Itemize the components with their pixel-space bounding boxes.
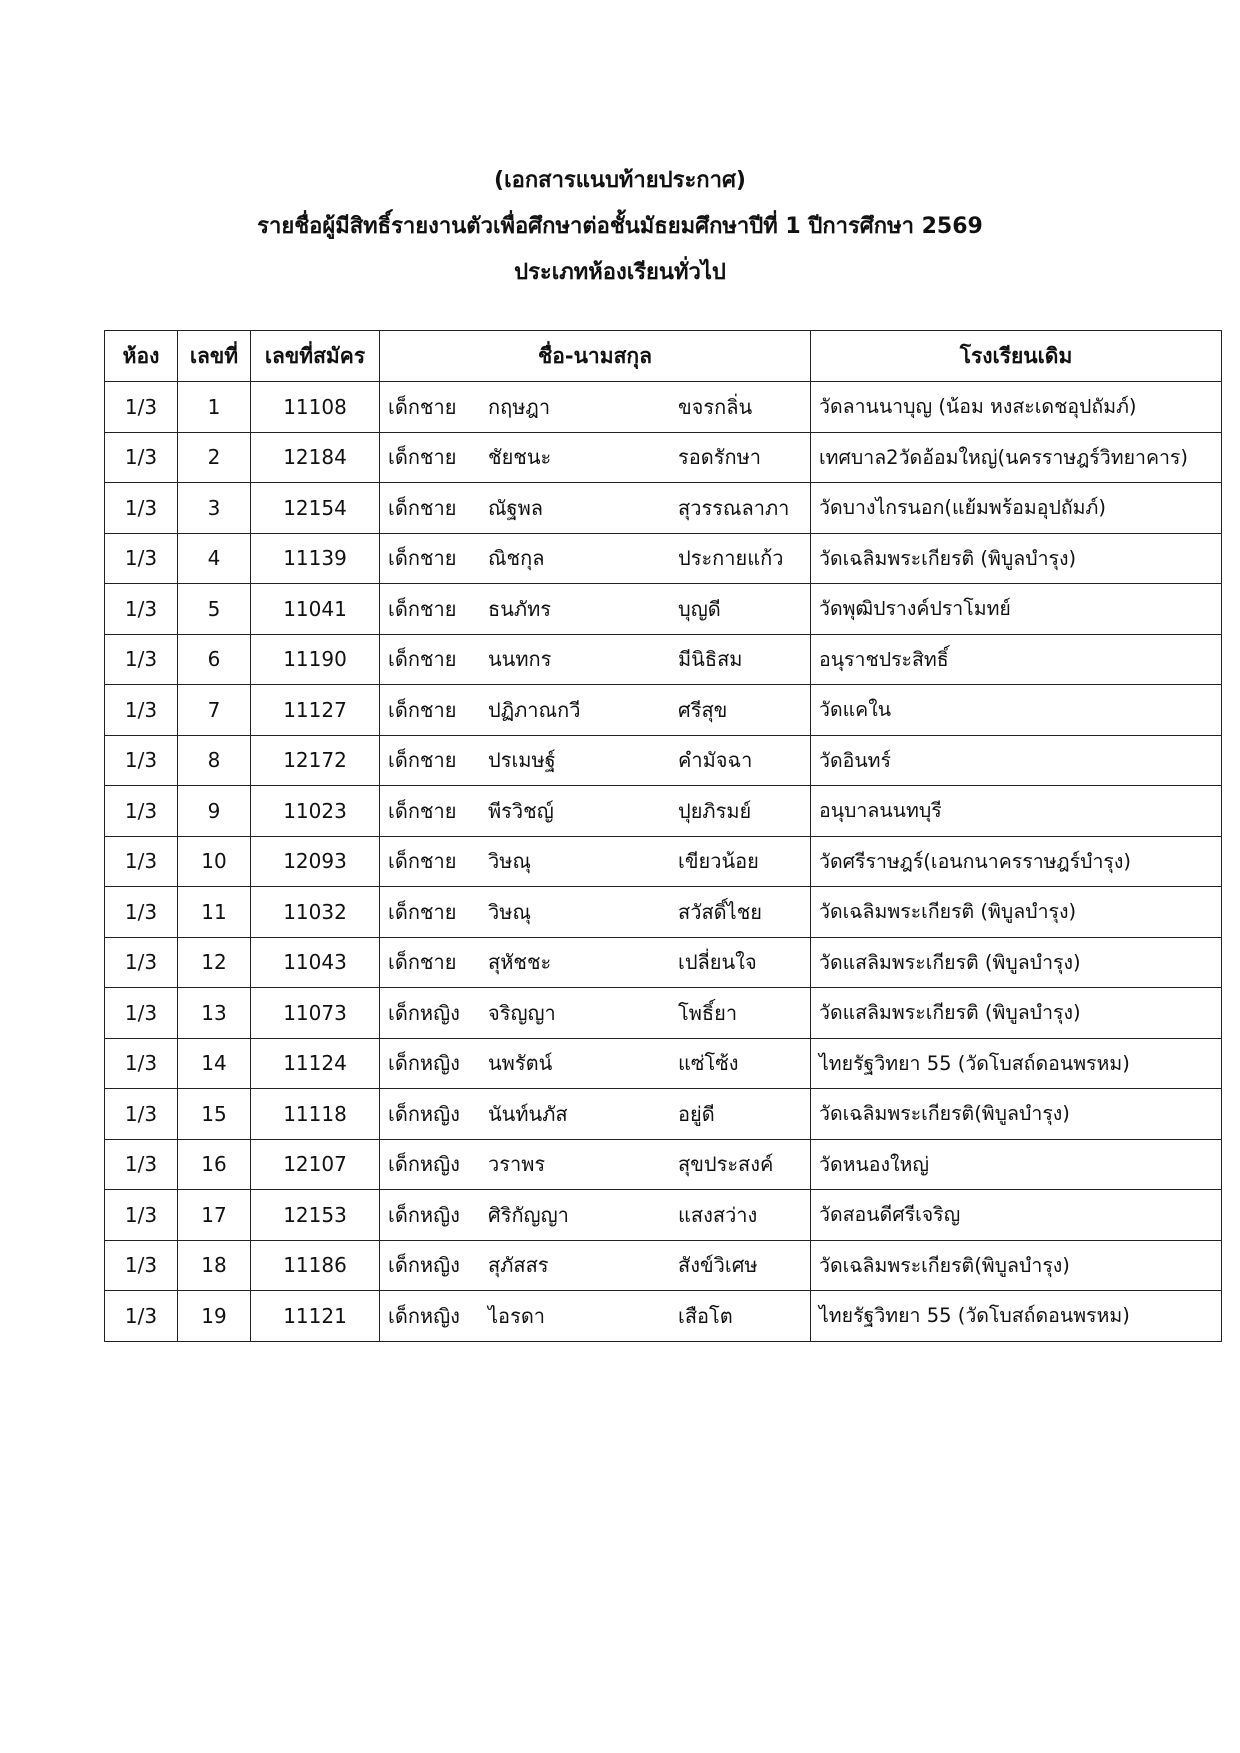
first-name: นนทกร	[488, 647, 552, 672]
cell-previous-school	[811, 533, 1222, 584]
cell-room: 1/3	[105, 584, 178, 635]
first-name: นพรัตน์	[488, 1051, 553, 1076]
name-title: เด็กชาย	[388, 950, 457, 975]
table-row	[105, 533, 1222, 584]
cell-application-number: 11118	[251, 1089, 380, 1140]
last-name: เขียวน้อย	[678, 849, 759, 874]
table-row	[105, 584, 1222, 635]
cell-number: 1	[178, 382, 251, 433]
cell-full-name	[380, 887, 811, 938]
cell-application-number: 11186	[251, 1240, 380, 1291]
previous-school-name: วัดเฉลิมพระเกียรติ (พิบูลบำรุง)	[819, 900, 1077, 924]
cell-number: 17	[178, 1190, 251, 1241]
cell-room: 1/3	[105, 533, 178, 584]
last-name: อยู่ดี	[678, 1101, 715, 1126]
first-name: วราพร	[488, 1152, 546, 1177]
name-title: เด็กหญิง	[388, 1253, 460, 1278]
cell-previous-school	[811, 432, 1222, 483]
cell-application-number: 11190	[251, 634, 380, 685]
name-title: เด็กชาย	[388, 445, 457, 470]
document-title: รายชื่อผู้มีสิทธิ์รายงานตัวเพื่อศึกษาต่อชั้นมัธยมศึกษาปีที่ 1 ปีการศึกษา 2569	[257, 214, 983, 239]
first-name: กฤษฎา	[488, 394, 551, 419]
last-name: โพธิ์ยา	[678, 1000, 738, 1025]
previous-school-name: วัดเฉลิมพระเกียรติ(พิบูลบำรุง)	[819, 1102, 1070, 1126]
name-title: เด็กชาย	[388, 798, 457, 823]
previous-school-name: วัดสอนดีศรีเจริญ	[819, 1203, 961, 1227]
last-name: ปุยภิรมย์	[678, 798, 752, 823]
previous-school-name: ไทยรัฐวิทยา 55 (วัดโบสถ์ดอนพรหม)	[819, 1051, 1130, 1075]
cell-full-name	[380, 483, 811, 534]
cell-number: 13	[178, 988, 251, 1039]
cell-room: 1/3	[105, 988, 178, 1039]
cell-full-name	[380, 1291, 811, 1342]
cell-full-name	[380, 432, 811, 483]
cell-previous-school	[811, 1240, 1222, 1291]
first-name: ศิริกัญญา	[488, 1202, 569, 1227]
cell-number: 9	[178, 786, 251, 837]
cell-full-name	[380, 1190, 811, 1241]
cell-previous-school	[811, 1291, 1222, 1342]
last-name: เปลี่ยนใจ	[678, 950, 757, 975]
table-row	[105, 937, 1222, 988]
document-annex-label: (เอกสารแนบท้ายประกาศ)	[494, 168, 746, 193]
student-roster-table	[104, 330, 1222, 1342]
last-name: สุขประสงค์	[678, 1152, 774, 1177]
cell-application-number: 12153	[251, 1190, 380, 1241]
cell-room: 1/3	[105, 1240, 178, 1291]
first-name: ณัฐพล	[488, 495, 544, 520]
cell-full-name	[380, 1038, 811, 1089]
column-header-room: ห้อง	[105, 331, 178, 382]
last-name: มีนิธิสม	[678, 647, 743, 672]
name-title: เด็กชาย	[388, 647, 457, 672]
cell-previous-school	[811, 584, 1222, 635]
cell-number: 19	[178, 1291, 251, 1342]
cell-previous-school	[811, 685, 1222, 736]
cell-room: 1/3	[105, 937, 178, 988]
name-title: เด็กหญิง	[388, 1202, 460, 1227]
previous-school-name: วัดแสลิมพระเกียรติ (พิบูลบำรุง)	[819, 950, 1081, 974]
cell-number: 15	[178, 1089, 251, 1140]
table-row	[105, 887, 1222, 938]
column-header-application-number: เลขที่สมัคร	[251, 331, 380, 382]
cell-full-name	[380, 937, 811, 988]
first-name: สุหัชชะ	[488, 950, 552, 975]
name-title: เด็กชาย	[388, 546, 457, 571]
cell-full-name	[380, 836, 811, 887]
document-subtitle: ประเภทห้องเรียนทั่วไป	[514, 260, 726, 285]
cell-room: 1/3	[105, 382, 178, 433]
last-name: สุวรรณลาภา	[678, 495, 790, 520]
cell-room: 1/3	[105, 432, 178, 483]
first-name: พีรวิชญ์	[488, 798, 554, 823]
previous-school-name: เทศบาล2วัดอ้อมใหญ่(นครราษฎร์วิทยาคาร)	[819, 445, 1189, 469]
cell-previous-school	[811, 1190, 1222, 1241]
cell-room: 1/3	[105, 1089, 178, 1140]
name-title: เด็กหญิง	[388, 1303, 460, 1328]
cell-number: 2	[178, 432, 251, 483]
previous-school-name: วัดศรีราษฎร์(เอนกนาครราษฎร์บำรุง)	[819, 849, 1131, 873]
cell-room: 1/3	[105, 1291, 178, 1342]
cell-previous-school	[811, 1038, 1222, 1089]
cell-number: 5	[178, 584, 251, 635]
last-name: คำมัจฉา	[678, 748, 753, 773]
last-name: ขจรกลิ่น	[678, 394, 753, 419]
cell-application-number: 11032	[251, 887, 380, 938]
table-row	[105, 836, 1222, 887]
first-name: ปรเมษฐ์	[488, 748, 556, 773]
column-header-previous-school: โรงเรียนเดิม	[811, 331, 1222, 382]
cell-number: 18	[178, 1240, 251, 1291]
previous-school-name: วัดพุฒิปรางค์ปราโมทย์	[819, 597, 1011, 621]
table-row	[105, 432, 1222, 483]
cell-full-name	[380, 533, 811, 584]
first-name: ณิชกุล	[488, 546, 545, 571]
cell-previous-school	[811, 483, 1222, 534]
cell-number: 11	[178, 887, 251, 938]
cell-previous-school	[811, 786, 1222, 837]
name-title: เด็กชาย	[388, 495, 457, 520]
cell-room: 1/3	[105, 887, 178, 938]
first-name: วิษณุ	[488, 849, 531, 874]
cell-number: 3	[178, 483, 251, 534]
table-row	[105, 1240, 1222, 1291]
first-name: นันท์นภัส	[488, 1101, 568, 1126]
cell-full-name	[380, 1240, 811, 1291]
previous-school-name: ไทยรัฐวิทยา 55 (วัดโบสถ์ดอนพรหม)	[819, 1304, 1130, 1328]
cell-number: 8	[178, 735, 251, 786]
last-name: ศรีสุข	[678, 697, 728, 722]
cell-room: 1/3	[105, 786, 178, 837]
cell-application-number: 12107	[251, 1139, 380, 1190]
last-name: แสงสว่าง	[678, 1202, 758, 1227]
cell-full-name	[380, 1089, 811, 1140]
table-row	[105, 786, 1222, 837]
cell-application-number: 11023	[251, 786, 380, 837]
cell-full-name	[380, 685, 811, 736]
table-row	[105, 382, 1222, 433]
name-title: เด็กหญิง	[388, 1101, 460, 1126]
last-name: สังข์วิเศษ	[678, 1253, 758, 1278]
cell-number: 10	[178, 836, 251, 887]
previous-school-name: วัดลานนาบุญ (น้อม หงสะเดชอุปถัมภ์)	[819, 395, 1137, 419]
cell-application-number: 11073	[251, 988, 380, 1039]
cell-full-name	[380, 786, 811, 837]
previous-school-name: วัดแสลิมพระเกียรติ (พิบูลบำรุง)	[819, 1001, 1081, 1025]
cell-room: 1/3	[105, 685, 178, 736]
cell-room: 1/3	[105, 634, 178, 685]
table-row	[105, 1139, 1222, 1190]
last-name: เสือโต	[678, 1303, 733, 1328]
cell-previous-school	[811, 735, 1222, 786]
name-title: เด็กชาย	[388, 697, 457, 722]
column-header-full-name: ชื่อ-นามสกุล	[380, 331, 811, 382]
cell-room: 1/3	[105, 483, 178, 534]
cell-number: 4	[178, 533, 251, 584]
table-row	[105, 1089, 1222, 1140]
previous-school-name: วัดเฉลิมพระเกียรติ(พิบูลบำรุง)	[819, 1253, 1070, 1277]
cell-application-number: 12093	[251, 836, 380, 887]
first-name: จริญญา	[488, 1000, 556, 1025]
cell-room: 1/3	[105, 1139, 178, 1190]
first-name: ปฏิภาณกวี	[488, 697, 581, 722]
cell-room: 1/3	[105, 1038, 178, 1089]
cell-full-name	[380, 735, 811, 786]
name-title: เด็กชาย	[388, 849, 457, 874]
name-title: เด็กชาย	[388, 899, 457, 924]
cell-previous-school	[811, 836, 1222, 887]
table-row	[105, 634, 1222, 685]
first-name: ชัยชนะ	[488, 445, 552, 470]
name-title: เด็กหญิง	[388, 1152, 460, 1177]
cell-room: 1/3	[105, 1190, 178, 1241]
cell-full-name	[380, 634, 811, 685]
cell-room: 1/3	[105, 836, 178, 887]
first-name: ธนภัทร	[488, 596, 551, 621]
cell-previous-school	[811, 634, 1222, 685]
table-row	[105, 735, 1222, 786]
last-name: รอดรักษา	[678, 445, 762, 470]
cell-number: 14	[178, 1038, 251, 1089]
cell-application-number: 11127	[251, 685, 380, 736]
cell-full-name	[380, 584, 811, 635]
name-title: เด็กชาย	[388, 748, 457, 773]
previous-school-name: วัดหนองใหญ่	[819, 1152, 930, 1176]
name-title: เด็กหญิง	[388, 1000, 460, 1025]
cell-application-number: 11139	[251, 533, 380, 584]
cell-previous-school	[811, 988, 1222, 1039]
cell-application-number: 11121	[251, 1291, 380, 1342]
cell-room: 1/3	[105, 735, 178, 786]
cell-number: 16	[178, 1139, 251, 1190]
cell-previous-school	[811, 382, 1222, 433]
name-title: เด็กชาย	[388, 394, 457, 419]
last-name: สวัสดิ์ไชย	[678, 899, 762, 924]
column-header-number: เลขที่	[178, 331, 251, 382]
previous-school-name: วัดเฉลิมพระเกียรติ (พิบูลบำรุง)	[819, 546, 1077, 570]
cell-previous-school	[811, 937, 1222, 988]
table-row	[105, 483, 1222, 534]
cell-application-number: 11043	[251, 937, 380, 988]
table-row	[105, 1038, 1222, 1089]
table-row	[105, 1291, 1222, 1342]
table-row	[105, 685, 1222, 736]
cell-full-name	[380, 382, 811, 433]
previous-school-name: วัดแคใน	[819, 698, 892, 722]
first-name: ไอรดา	[488, 1303, 546, 1328]
cell-full-name	[380, 1139, 811, 1190]
cell-previous-school	[811, 1139, 1222, 1190]
cell-application-number: 12172	[251, 735, 380, 786]
first-name: สุภัสสร	[488, 1253, 549, 1278]
cell-application-number: 12154	[251, 483, 380, 534]
cell-application-number: 11108	[251, 382, 380, 433]
name-title: เด็กหญิง	[388, 1051, 460, 1076]
cell-previous-school	[811, 887, 1222, 938]
last-name: ประกายแก้ว	[678, 546, 784, 571]
cell-number: 7	[178, 685, 251, 736]
previous-school-name: อนุบาลนนทบุรี	[819, 799, 942, 823]
cell-application-number: 12184	[251, 432, 380, 483]
table-row	[105, 1190, 1222, 1241]
previous-school-name: วัดบางไกรนอก(แย้มพร้อมอุปถัมภ์)	[819, 496, 1106, 520]
cell-number: 12	[178, 937, 251, 988]
cell-full-name	[380, 988, 811, 1039]
first-name: วิษณุ	[488, 899, 531, 924]
cell-number: 6	[178, 634, 251, 685]
cell-previous-school	[811, 1089, 1222, 1140]
table-row	[105, 988, 1222, 1039]
cell-application-number: 11041	[251, 584, 380, 635]
name-title: เด็กชาย	[388, 596, 457, 621]
table-header-row	[105, 331, 1222, 382]
previous-school-name: อนุราชประสิทธิ์	[819, 647, 949, 671]
cell-application-number: 11124	[251, 1038, 380, 1089]
last-name: บุญดี	[678, 596, 721, 621]
last-name: แซ่โซ้ง	[678, 1051, 739, 1076]
table-body	[105, 382, 1222, 1342]
previous-school-name: วัดอินทร์	[819, 748, 891, 772]
